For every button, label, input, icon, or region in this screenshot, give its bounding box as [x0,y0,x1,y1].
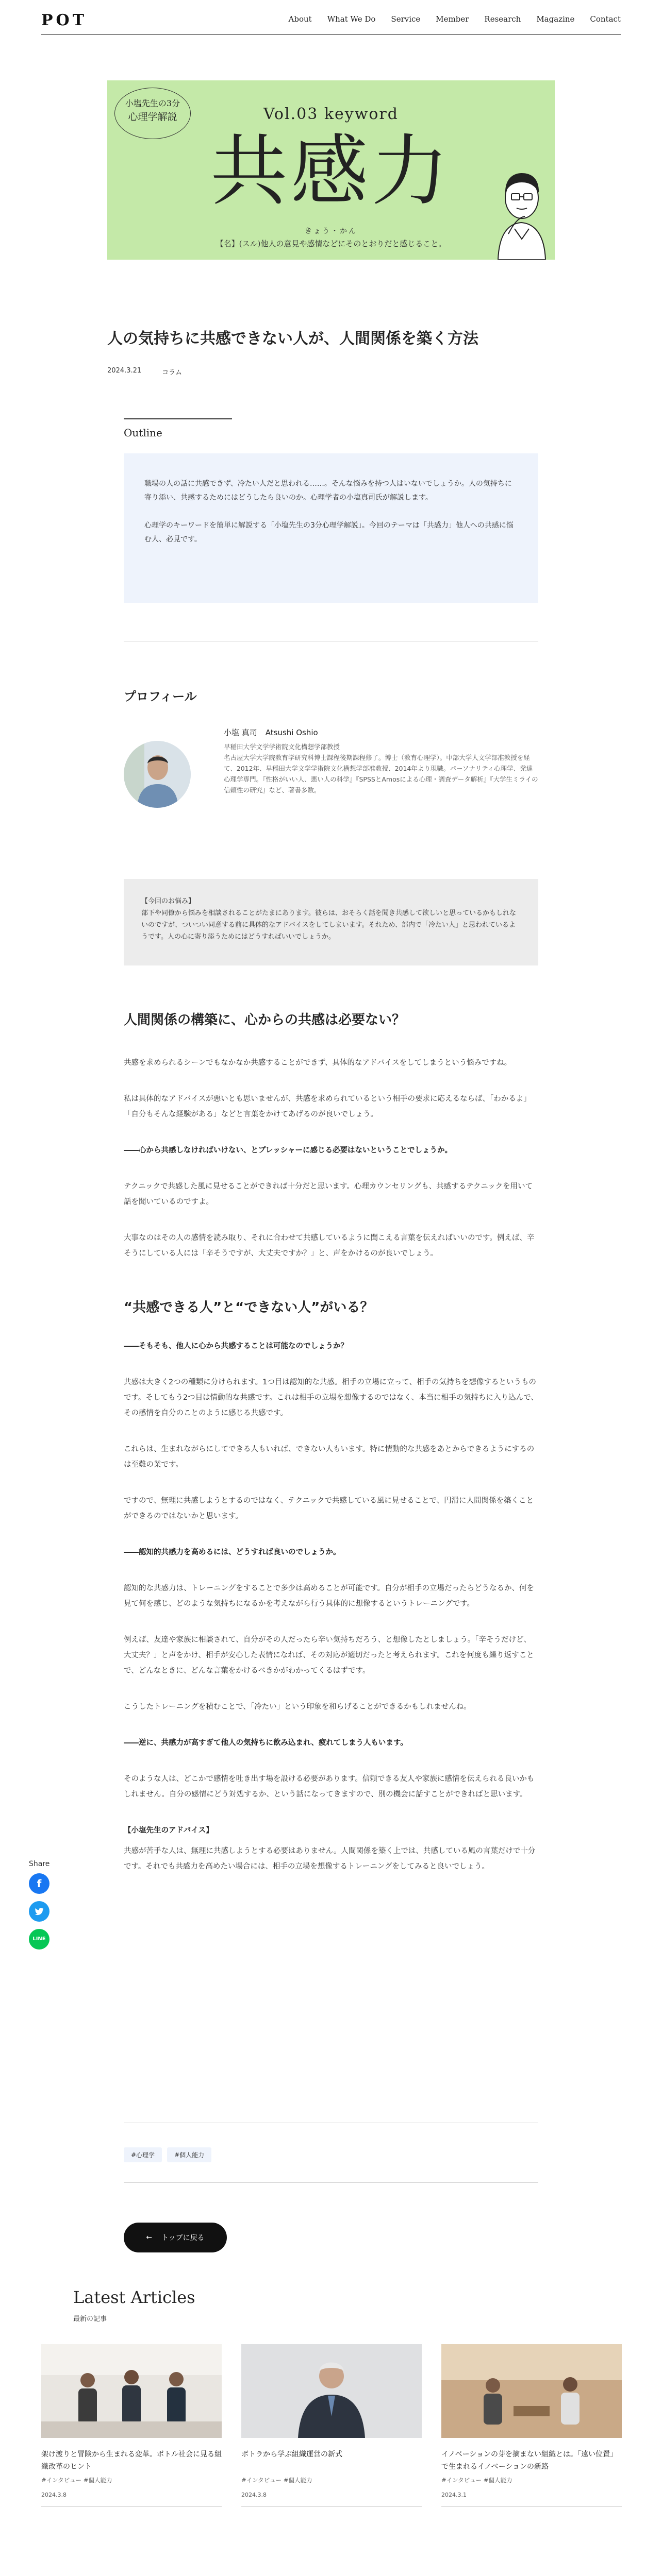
body-paragraph: こうしたトレーニングを積むことで、「冷たい」という印象を和らげることができるかもしれませんね。 [124,1703,471,1711]
body-paragraph: 例えば、友達や家族に相談されて、自分がその人だったら辛い気持ちだろう、と想像したとしましょう。「辛そうだけど、大丈夫？」と声をかけ、相手が安心した表情になれば、その対応が適切だったと考えられます。これを何度も繰り返すことで、どんなときに、どんな言葉をかけるべきかがわかってくるはずです。 [124,1636,534,1675]
outline-paragraph: 職場の人の話に共感できず、冷たい人だと思われる……。そんな悩みを持つ人はいないでしょうか。人の気持ちに寄り添い、共感するためにはどうしたら良いのか。心理学者の小塩真司氏が解説します。 [144,480,512,502]
interview-question: ――心から共感しなければいけない、とプレッシャーに感じる必要はないということでしょうか。 [124,1146,452,1155]
hero-banner [107,80,555,260]
latest-subtitle: 最新の記事 [73,2315,107,2323]
advice-label: 【小塩先生のアドバイス】 [124,1826,213,1835]
body-paragraph: テクニックで共感した風に見せることができれば十分だと思います。心理カウンセリングも、共感するテクニックを用いて話を聞いているのですよ。 [124,1182,533,1206]
article-card[interactable] [441,2344,622,2519]
nav-about[interactable]: About [288,14,312,24]
profile-bio: 早稲田大学文学学術院文化構想学部教授 名古屋大学大学院教育学研究科博士課程後期課程修了。博士（教育心理学）。中部大学人文学部准教授を経て、2012年、早稲田大学文学学術院文化構想学部准教授、2014年より現職。パーソナリティ心理学、発達心理学専門。『性格がいい人、悪い人の科学』『SPSSとAmosによる心理・調査データ解析』『大学生ミライの信頼性の研究』など、著書多数。 [224,743,538,794]
body-paragraph: 共感は大きく2つの種類に分けられます。1つ目は認知的な共感。相手の立場に立って、相手の気持ちを想像するというものです。そしてもう2つ目は情動的な共感です。これは相手の立場を想像するのではなく、本当に相手の気持ちに入り込んで、その感情を自分のことのように感じる共感です。 [124,1378,538,1417]
article-card[interactable] [41,2344,222,2519]
card-tags: #インタビュー #個人能力 [441,2477,512,2484]
latest-cards [41,2344,621,2519]
card-title: ボトラから学ぶ組織運営の新式 [241,2450,342,2459]
card-title: 架け渡りと冒険から生まれる変革。ボトル社会に見る組織改革のヒント [41,2450,222,2471]
body-paragraph: 大事なのはその人の感情を読み取り、それに合わせて共感しているように聞こえる言葉を伝えればいいのです。例えば、辛そうにしている人には「辛そうですが、大丈夫ですか？」と、声をかけるのが良いでしょう。 [124,1234,535,1258]
line-icon[interactable]: LINE [29,1929,49,1950]
article-category[interactable]: コラム [162,369,183,377]
card-thumbnail [441,2344,622,2438]
profile-name-ja: 小塩 真司 [224,728,257,737]
nav-research[interactable]: Research [484,14,521,24]
back-to-top-button[interactable] [124,2223,227,2252]
hero-volume: Vol.03 keyword [263,105,399,123]
advice-text: 共感が苦手な人は、無理に共感しようとする必要はありません。人間関係を築く上では、共感している風の言葉だけで十分です。それでも共感力を高めたい場合には、相手の立場を想像するトレーニングをしてみると良いでしょう。 [124,1847,536,1871]
card-date: 2024.3.8 [241,2492,267,2498]
series-badge-line1: 小塩先生の3分 [125,98,180,108]
body-paragraph: 私は具体的なアドバイスが悪いとも思いませんが、共感を求められているという相手の要求に応えるならば、「わかるよ」「自分もそんな経験がある」などと言葉をかけてあげるのが良いでしょう。 [124,1095,531,1118]
body-paragraph: そのような人は、どこかで感情を吐き出す場を設ける必要があります。信頼できる友人や家族に感情を伝えられる良いかもしれません。自分の感情にどう対処するか、という話になってきますので、別の機会に話すことができればと思います。 [124,1775,535,1799]
section-heading: “共感できる人”と“できない人”がいる？ [124,1300,374,1315]
nav-service[interactable]: Service [391,14,421,24]
profile-photo [124,741,191,808]
body-paragraph: これらは、生まれながらにしてできる人もいれば、できない人もいます。特に情動的な共感をあとからできるようにするのは至難の業です。 [124,1445,535,1469]
article-date: 2024.3.21 [107,367,142,375]
question-box [124,879,538,965]
card-divider [441,2506,622,2507]
main-nav [289,14,621,24]
profile-name [224,727,538,738]
professor-illustration [488,157,555,260]
outline-label: Outline [124,427,162,439]
article-body [124,1010,538,1874]
nav-contact[interactable]: Contact [590,14,621,24]
card-divider [241,2506,422,2507]
hero-reading: きょう・かん [305,227,357,235]
profile-body [224,727,538,795]
card-thumbnail [41,2344,222,2438]
card-tags: #インタビュー #個人能力 [241,2477,312,2484]
card-date: 2024.3.1 [441,2492,467,2498]
hero-keyword: 共感力 [210,127,452,216]
interview-question: ――認知的共感力を高めるには、どうすれば良いのでしょうか。 [124,1548,341,1556]
latest-title: Latest Articles [73,2287,195,2307]
nav-magazine[interactable]: Magazine [536,14,575,24]
card-date: 2024.3.8 [41,2492,67,2498]
card-tags: #インタビュー #個人能力 [41,2477,112,2484]
series-badge-line2: 心理学解説 [128,111,177,123]
back-to-top-label: トップに戻る [161,2234,205,2242]
hero-definition: 【名】(スル)他人の意見や感情などにそのとおりだと感じること。 [216,239,446,248]
tag-item[interactable]: #心理学 [124,2147,162,2162]
site-header [0,0,662,41]
outline-paragraph: 心理学のキーワードを簡単に解説する「小塩先生の3分心理学解説」。今回のテーマは「共感力」他人への共感に悩む人、必見です。 [144,521,514,544]
header-divider [41,34,621,35]
tag-list [124,2147,211,2162]
question-text: 部下や同僚から悩みを相談されることがたまにあります。彼らは、おそらく話を聞き共感して欲しいと思っているかもしれないのですが、ついつい同意する前に具体的なアドバイスをしてしまいます。それため、部内で「冷たい人」と思われているようです。人の心に寄り添うためにはどうすればいいでしょうか。 [141,909,516,941]
twitter-icon[interactable] [29,1901,49,1922]
question-label: 【今回のお悩み】 [141,897,195,905]
interview-question: ――逆に、共感力が高すぎて他人の気持ちに飲み込まれ、疲れてしまう人もいます。 [124,1739,408,1747]
body-paragraph: 共感を求められるシーンでもなかなか共感することができず、具体的なアドバイスをしてしまうという悩みですね。 [124,1059,512,1067]
article-card[interactable] [241,2344,422,2519]
article-meta [107,367,182,377]
arrow-left-icon: ← [146,2233,153,2242]
section-divider [124,2182,538,2183]
nav-what-we-do[interactable]: What We Do [327,14,376,24]
section-heading: 人間関係の構築に、心からの共感は必要ない？ [124,1012,406,1028]
body-paragraph: ですので、無理に共感しようとするのではなく、テクニックで共感している風に見せることで、円滑に人間関係を築くことができるのではないかと思います。 [124,1497,534,1520]
article-title: 人の気持ちに共感できない人が、人間関係を築く方法 [107,330,478,348]
outline-rule [124,418,232,419]
logo[interactable]: POT [41,11,88,29]
avatar [124,741,191,808]
nav-member[interactable]: Member [436,14,469,24]
outline-box [124,453,538,603]
card-thumbnail [241,2344,422,2438]
profile-name-en: Atsushi Oshio [265,728,318,737]
card-title: イノベーションの芽を摘まない組織とは。「遠い位置」で生まれるイノベーションの新路 [441,2450,618,2471]
body-paragraph: 認知的な共感力は、トレーニングをすることで多少は高めることが可能です。自分が相手の立場だったらどうなるか、何を見て何を感じ、どのような気持ちになるかを考えながら行う具体的に想像するというトレーニングです。 [124,1584,535,1608]
share-bar [29,1860,60,1957]
card-divider [41,2506,222,2507]
interview-question: ――そもそも、他人に心から共感することは可能なのでしょうか？ [124,1342,348,1350]
tag-item[interactable]: #個人能力 [167,2147,211,2162]
share-label: Share [29,1860,50,1868]
profile-title: プロフィール [124,689,197,704]
facebook-icon[interactable]: f [29,1873,49,1894]
